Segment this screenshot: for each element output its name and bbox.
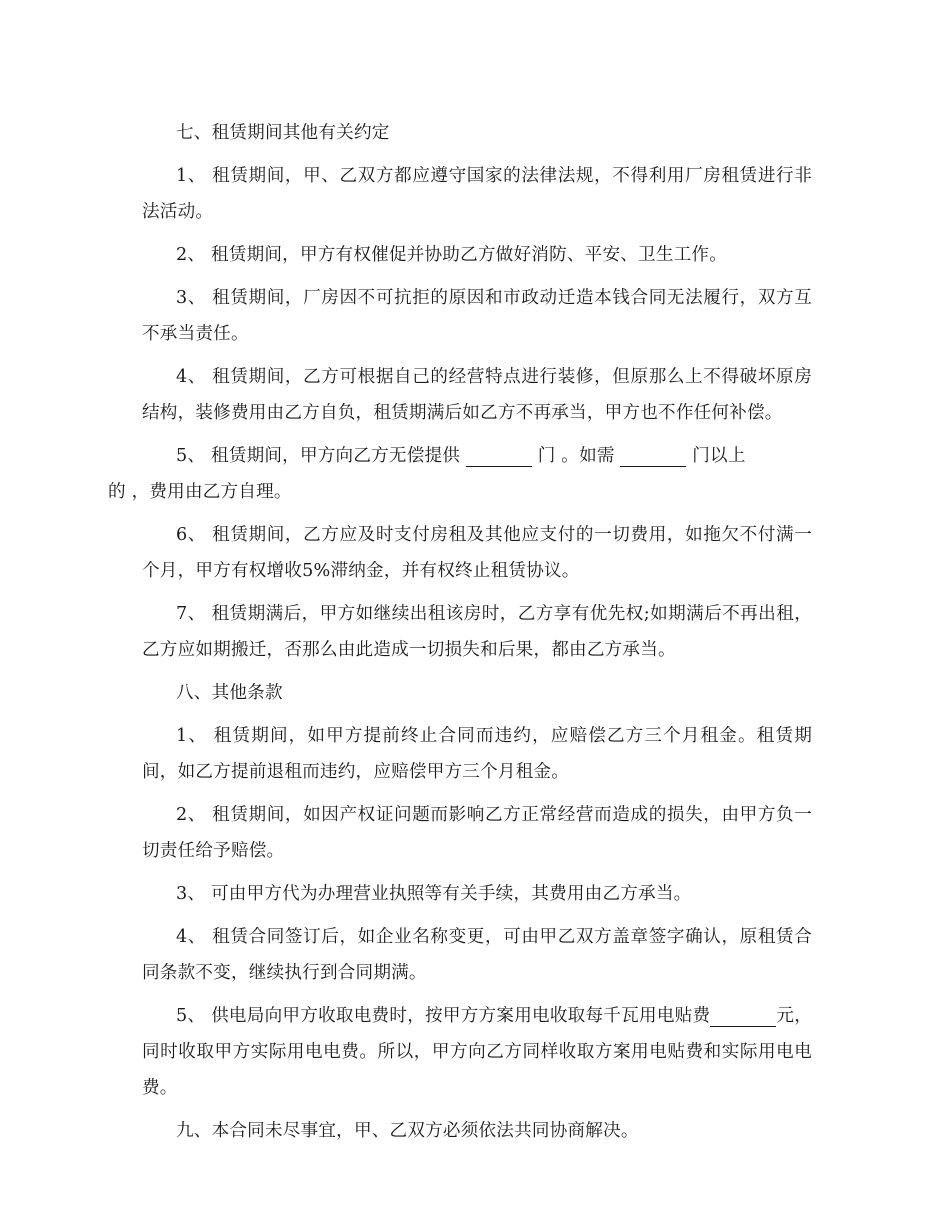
clause-7-2: 2、 租赁期间，甲方有权催促并协助乙方做好消防、平安、卫生工作。 xyxy=(176,245,728,265)
clause-7-5-text-c: 门以上 xyxy=(686,446,746,466)
clause-8-5-text-a: 5、 供电局向甲方收取电费时，按甲方方案用电收取每千瓦用电贴费 xyxy=(176,1006,711,1026)
clause-8-4: 4、 租赁合同签订后，如企业名称变更，可由甲乙双方盖章签字确认，原租赁合同条款不变，继续执行到合同期满。 xyxy=(142,927,812,983)
clause-7-5 xyxy=(108,438,812,510)
section-heading-7: 七、租赁期间其他有关约定 xyxy=(176,123,390,143)
clause-7-5-text-d: 的 ，费用由乙方自理。 xyxy=(108,482,292,502)
clause-7-5-text-b: 门 。如需 xyxy=(531,446,615,466)
fill-blank[interactable] xyxy=(710,1004,776,1027)
document-body xyxy=(108,115,812,1156)
fill-blank[interactable] xyxy=(620,444,686,467)
fill-blank[interactable] xyxy=(466,444,532,467)
clause-7-7: 7、 租赁期满后，甲方如继续出租该房时，乙方享有优先权;如期满后不再出租，乙方应如期搬迁，否那么由此造成一切损失和后果，都由乙方承当。 xyxy=(142,604,812,660)
clause-8-5 xyxy=(142,998,812,1106)
clause-8-1: 1、 租赁期间，如甲方提前终止合同而违约，应赔偿乙方三个月租金。租赁期间，如乙方提前退租而违约，应赔偿甲方三个月租金。 xyxy=(142,726,812,782)
clause-7-1: 1、 租赁期间，甲、乙双方都应遵守国家的法律法规，不得利用厂房租赁进行非法活动。 xyxy=(142,166,812,222)
clause-7-6: 6、 租赁期间，乙方应及时支付房租及其他应支付的一切费用，如拖欠不付满一个月，甲方有权增收5%滞纳金，并有权终止租赁协议。 xyxy=(142,525,812,581)
section-heading-8: 八、其他条款 xyxy=(176,683,283,703)
clause-7-5-text-a: 5、 租赁期间，甲方向乙方无偿提供 xyxy=(176,446,461,466)
clause-8-3: 3、 可由甲方代为办理营业执照等有关手续，其费用由乙方承当。 xyxy=(176,884,692,904)
clause-7-3: 3、 租赁期间，厂房因不可抗拒的原因和市政动迁造本钱合同无法履行，双方互不承当责任。 xyxy=(142,288,812,344)
clause-8-5-text-b: 元，同时收取甲方实际用电电费。所以，甲方向乙方同样收取方案用电贴费和实际用电电费。 xyxy=(142,1006,812,1098)
section-9: 九、本合同未尽事宜，甲、乙双方必须依法共同协商解决。 xyxy=(176,1121,639,1141)
clause-7-4: 4、 租赁期间，乙方可根据自己的经营特点进行装修，但原那么上不得破坏原房结构，装修费用由乙方自负，租赁期满后如乙方不再承当，甲方也不作任何补偿。 xyxy=(142,367,812,423)
clause-8-2: 2、 租赁期间，如因产权证问题而影响乙方正常经营而造成的损失，由甲方负一切责任给予赔偿。 xyxy=(142,805,812,861)
